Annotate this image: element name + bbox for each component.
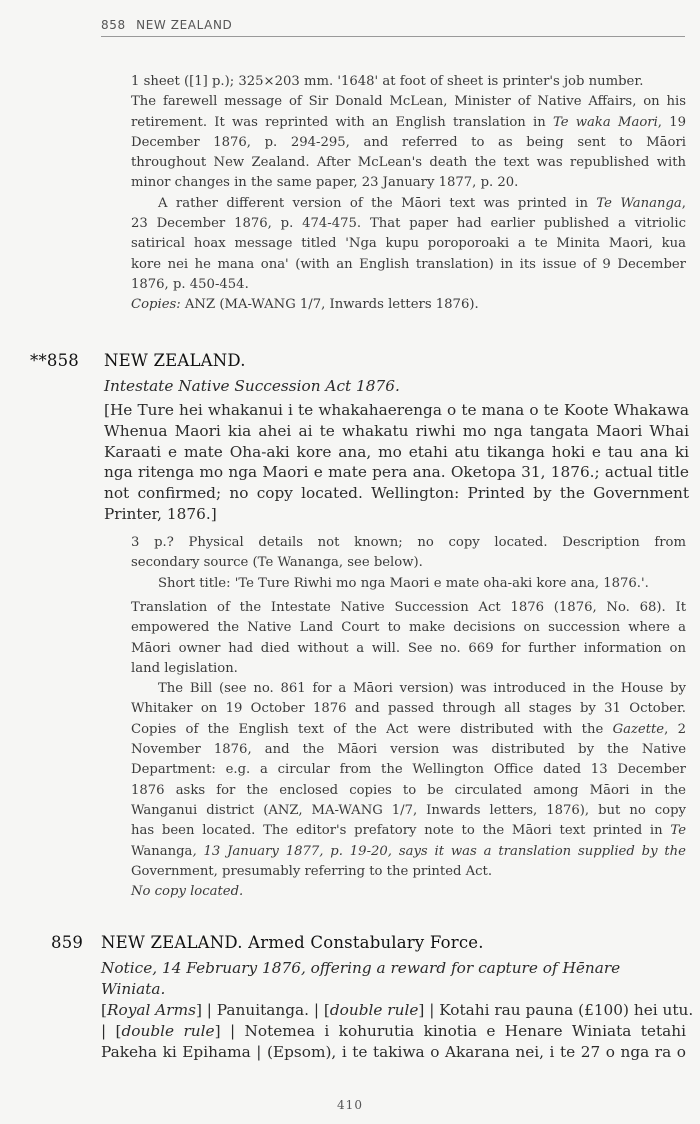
text-line: kore nei he mana ona' (with an English translation) in its issue of 9 December — [131, 256, 686, 272]
text-line: not confirmed; no copy located. Wellington: Printed by the Government — [104, 484, 689, 503]
page-number: 858 — [101, 18, 126, 32]
text-line: Karaati e mate Oha-aki kore ana, mo etahi atu tikanga hoki e tau ana ki — [104, 442, 689, 461]
text-line: A rather different version of the Māori text was printed in Te Wananga, — [158, 195, 686, 211]
text-line: The Bill (see no. 861 for a Māori version) was introduced in the House by — [158, 681, 686, 697]
text-line: Copies: ANZ (MA-WANG 1/7, Inwards letters 1876). — [131, 297, 479, 313]
text-line: secondary source (Te Wananga, see below). — [131, 555, 423, 571]
text-line: Department: e.g. a circular from the Wellington Office dated 13 December — [131, 762, 686, 778]
text-line: Copies of the English text of the Act were distributed with the Gazette, 2 — [131, 721, 686, 737]
text-line: [Royal Arms] | Panuitanga. | [double rule] | Kotahi rau pauna (£100) hei utu. — [101, 1001, 694, 1019]
entry-title: NEW ZEALAND. — [104, 351, 246, 370]
text-line: No copy located. — [131, 884, 244, 900]
text-line: satirical hoax message titled 'Nga kupu poroporoaki a te Minita Maori, kua — [131, 236, 686, 252]
text-line: Government, presumably referring to the printed Act. — [131, 863, 493, 879]
text-line: Wananga, 13 January 1877, p. 19-20, says it was a translation supplied by the — [131, 843, 686, 859]
text-line: Pakeha ki Epihama | (Epsom), i te takiwa o Akarana nei, i te 27 o nga ra o — [101, 1042, 686, 1061]
text-line: Māori owner had died without a will. See no. 669 for further information on — [131, 640, 686, 656]
entry-number: **858 — [30, 351, 79, 370]
entry-number: 859 — [51, 933, 84, 952]
text-line: Winiata. — [101, 979, 166, 998]
text-line: Printer, 1876.] — [104, 504, 217, 523]
text-line: [He Ture hei whakanui i te whakahaerenga o te mana o te Koote Whakawa — [104, 401, 689, 419]
text-line: 1876, p. 450-454. — [131, 276, 249, 292]
text-line: Whitaker on 19 October 1876 and passed through all stages by 31 October. — [131, 701, 686, 717]
text-line: Notice, 14 February 1876, offering a reward for capture of Hēnare — [101, 959, 621, 977]
text-line: December 1876, p. 294-295, and referred to as being sent to Māori — [131, 134, 686, 150]
text-line: minor changes in the same paper, 23 January 1877, p. 20. — [131, 175, 519, 191]
running-head — [101, 18, 685, 37]
text-line: | [double rule] | Notemea i kohurutia kinotia e Henare Winiata tetahi — [101, 1021, 686, 1040]
entry-859-subtitle — [101, 958, 686, 1000]
text-line: The farewell message of Sir Donald McLean, Minister of Native Affairs, on his — [131, 94, 686, 110]
running-title: NEW ZEALAND — [136, 18, 233, 32]
text-line: 23 December 1876, p. 474-475. That paper had earlier published a vitriolic — [131, 216, 686, 232]
entry-858-physical-description — [131, 533, 686, 594]
entry-858-transcription — [104, 400, 689, 525]
text-line: Translation of the Intestate Native Succession Act 1876 (1876, No. 68). It — [131, 600, 686, 615]
text-line: Wanganui district (ANZ, MA-WANG 1/7, Inwards letters, 1876), but no copy — [131, 802, 686, 818]
text-line: has been located. The editor's prefatory note to the Māori text printed in Te — [131, 823, 686, 839]
text-line: Whenua Maori kia ahei ai te whakatu riwhi mo nga tangata Maori Whai — [104, 421, 689, 440]
page-folio: 410 — [337, 1098, 363, 1112]
entry-859-transcription — [101, 1000, 694, 1062]
top-entry-notes — [131, 72, 686, 316]
text-line: 1876 asks for the enclosed copies to be circulated among Māori in the — [131, 782, 686, 798]
entry-858-subtitle: Intestate Native Succession Act 1876. — [104, 377, 400, 395]
text-line: 3 p.? Physical details not known; no copy located. Description from — [131, 535, 686, 550]
entry-858-notes — [131, 598, 686, 902]
text-line: Short title: 'Te Ture Riwhi mo nga Maori e mate oha-aki kore ana, 1876.'. — [158, 575, 649, 591]
text-line: empowered the Native Land Court to make decisions on succession where a — [131, 620, 686, 636]
text-line: nga ritenga mo nga Maori e mate pera ana. Oketopa 31, 1876.; actual title — [104, 463, 689, 482]
text-line: 1 sheet ([1] p.); 325×203 mm. '1648' at foot of sheet is printer's job number. — [131, 74, 644, 89]
text-line: November 1876, and the Māori version was distributed by the Native — [131, 742, 686, 758]
text-line: retirement. It was reprinted with an English translation in Te waka Maori, 19 — [131, 114, 686, 130]
text-line: throughout New Zealand. After McLean's death the text was republished with — [131, 155, 686, 171]
entry-title: NEW ZEALAND. Armed Constabulary Force. — [101, 933, 484, 952]
text-line: land legislation. — [131, 660, 238, 676]
